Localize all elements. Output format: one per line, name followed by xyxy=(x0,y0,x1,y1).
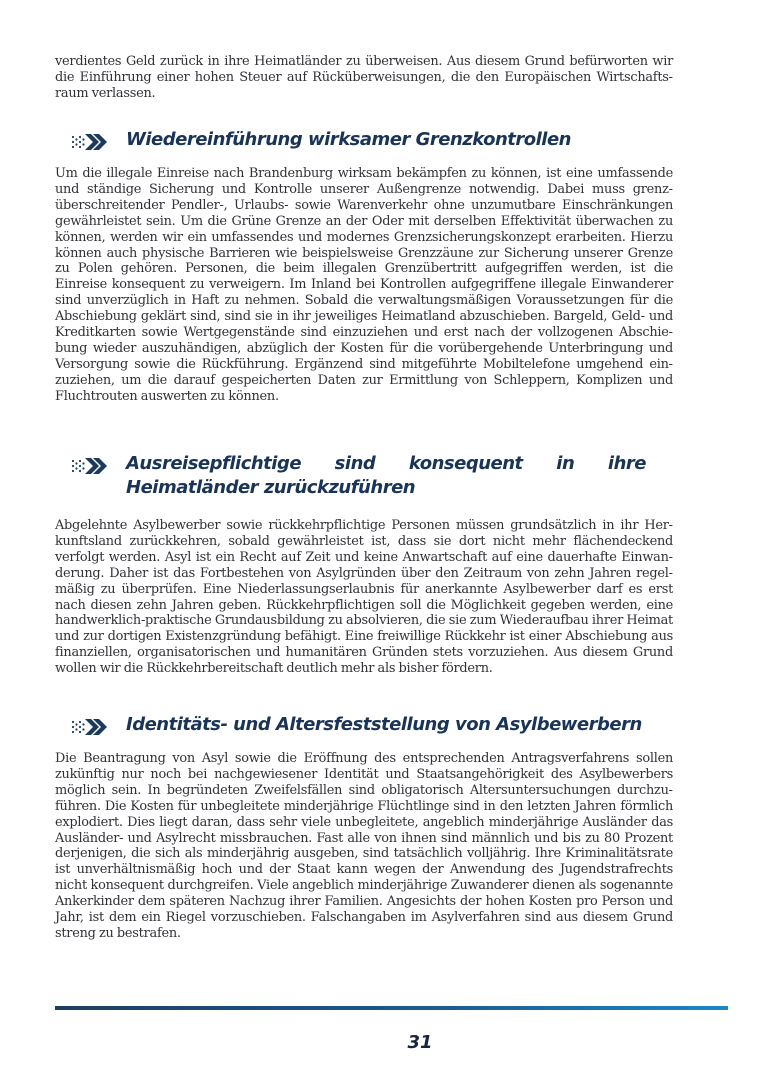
section-body-identitaet: Die Beantragung von Asyl sowie die Eröffnung des entsprechenden Antragsverfahrens sollen zukünftig nur noch bei nachgewiesener Identität und Staatsangehörigkeit des Asylbewerbers möglich sein. In begründeten Zweifelsfällen sind obligatorisch Altersuntersuchungen durchzuführen. Die Kosten für unbegleitete minderjährige Flüchtlinge sind in den letzten Jahren förmlich explodiert. Dies liegt daran, dass sehr viele unbegleitete, angeblich minderjährige Ausländer das Ausländer- und Asylrecht missbrauchen. Fast alle von ihnen sind männlich und bis zu 80 Prozent derjenigen, die sich als minderjährig ausgeben, sind tatsächlich volljährig. Ihre Kriminalitätsrate ist unverhältnismäßig hoch und der Staat kann wegen der Anwendung des Jugendstrafrechts nicht konsequent durchgreifen. Viele angeblich minderjährige Zuwanderer dienen als sogenannte Ankerkinder dem späteren Nachzug ihrer Familien. Angesichts der hohen Kosten pro Person und Jahr, ist dem ein Riegel vorzuschieben. Falschangaben im Asylverfahren sind aus diesem Grund streng zu bestrafen. xyxy=(55,751,673,941)
section-heading-text: Identitäts- und Altersfeststellung von Asylbewerbern xyxy=(126,714,642,735)
double-chevron-right-icon xyxy=(71,718,109,736)
section-heading-text: Ausreisepflichtige sind konsequent in ihre Heimatländer zurückzuführen xyxy=(126,453,646,498)
footer-divider-bar xyxy=(55,1006,728,1010)
document-page xyxy=(55,0,673,1080)
double-chevron-right-icon xyxy=(71,457,109,475)
intro-paragraph: verdientes Geld zurück in ihre Heimatländer zu überweisen. Aus diesem Grund befürworten wir die Einführung einer hohen Steuer auf Rücküberweisungen, die den Europäischen Wirtschaftsraum verlassen. xyxy=(55,54,673,101)
section-body-ausreisepflichtige: Abgelehnte Asylbewerber sowie rückkehrpflichtige Personen müssen grundsätzlich in ihr Herkunftsland zurückkehren, sobald gewährleistet ist, dass sie dort nicht mehr flächendeckend verfolgt werden. Asyl ist ein Recht auf Zeit und keine Anwartschaft auf eine dauerhafte Einwanderung. Daher ist das Fortbestehen von Asylgründen über den Zeitraum von zehn Jahren regelmäßig zu überprüfen. Eine Niederlassungserlaubnis für anerkannte Asylbewerber darf es erst nach diesen zehn Jahren geben. Rückkehrpflichtigen soll die Möglichkeit gegeben werden, eine handwerklich-praktische Grundausbildung zu absolvieren, die sie zum Wiederaufbau ihrer Heimat und zur dortigen Existenzgründung befähigt. Eine freiwillige Rückkehr ist einer Abschiebung aus finanziellen, organisatorischen und humanitären Gründen stets vorzuziehen. Aus diesem Grund wollen wir die Rückkehrbereitschaft deutlich mehr als bisher fördern. xyxy=(55,518,673,677)
section-heading-identitaet xyxy=(71,713,671,737)
section-heading-ausreisepflichtige xyxy=(71,452,671,500)
section-body-grenzkontrollen: Um die illegale Einreise nach Brandenburg wirksam bekämpfen zu können, ist eine umfassende und ständige Sicherung und Kontrolle unserer Außengrenze notwendig. Dabei muss grenzüberschreitender Pendler-, Urlaubs- sowie Warenverkehr ohne unzumutbare Einschränkungen gewährleistet sein. Um die Grüne Grenze an der Oder mit derselben Effektivität überwachen zu können, werden wir ein umfassendes und modernes Grenzsicherungskonzept erarbeiten. Hierzu können auch physische Barrieren wie beispielsweise Grenzzäune zur Sicherung unserer Grenze zu Polen gehören. Personen, die beim illegalen Grenzübertritt aufgegriffen werden, ist die Einreise konsequent zu verweigern. Im Inland bei Kontrollen aufgegriffene illegale Einwanderer sind unverzüglich in Haft zu nehmen. Sobald die verwaltungsmäßigen Voraussetzungen für die Abschiebung geklärt sind, sind sie in ihr jeweiliges Heimatland abzuschieben. Bargeld, Geld- und Kreditkarten sowie Wertgegenstände sind einzuziehen und erst nach der vollzogenen Abschiebung wieder auszuhändigen, abzüglich der Kosten für die vorübergehende Unterbringung und Versorgung sowie die Rückführung. Ergänzend sind mitgeführte Mobiltelefone umgehend einzuziehen, um die darauf gespeicherten Daten zur Ermittlung von Schleppern, Komplizen und Fluchtrouten auswerten zu können. xyxy=(55,166,673,404)
section-heading-text: Wiedereinführung wirksamer Grenzkontrollen xyxy=(126,129,571,150)
double-chevron-right-icon xyxy=(71,133,109,151)
section-heading-grenzkontrollen xyxy=(71,128,671,152)
page-number: 31 xyxy=(407,1032,433,1053)
